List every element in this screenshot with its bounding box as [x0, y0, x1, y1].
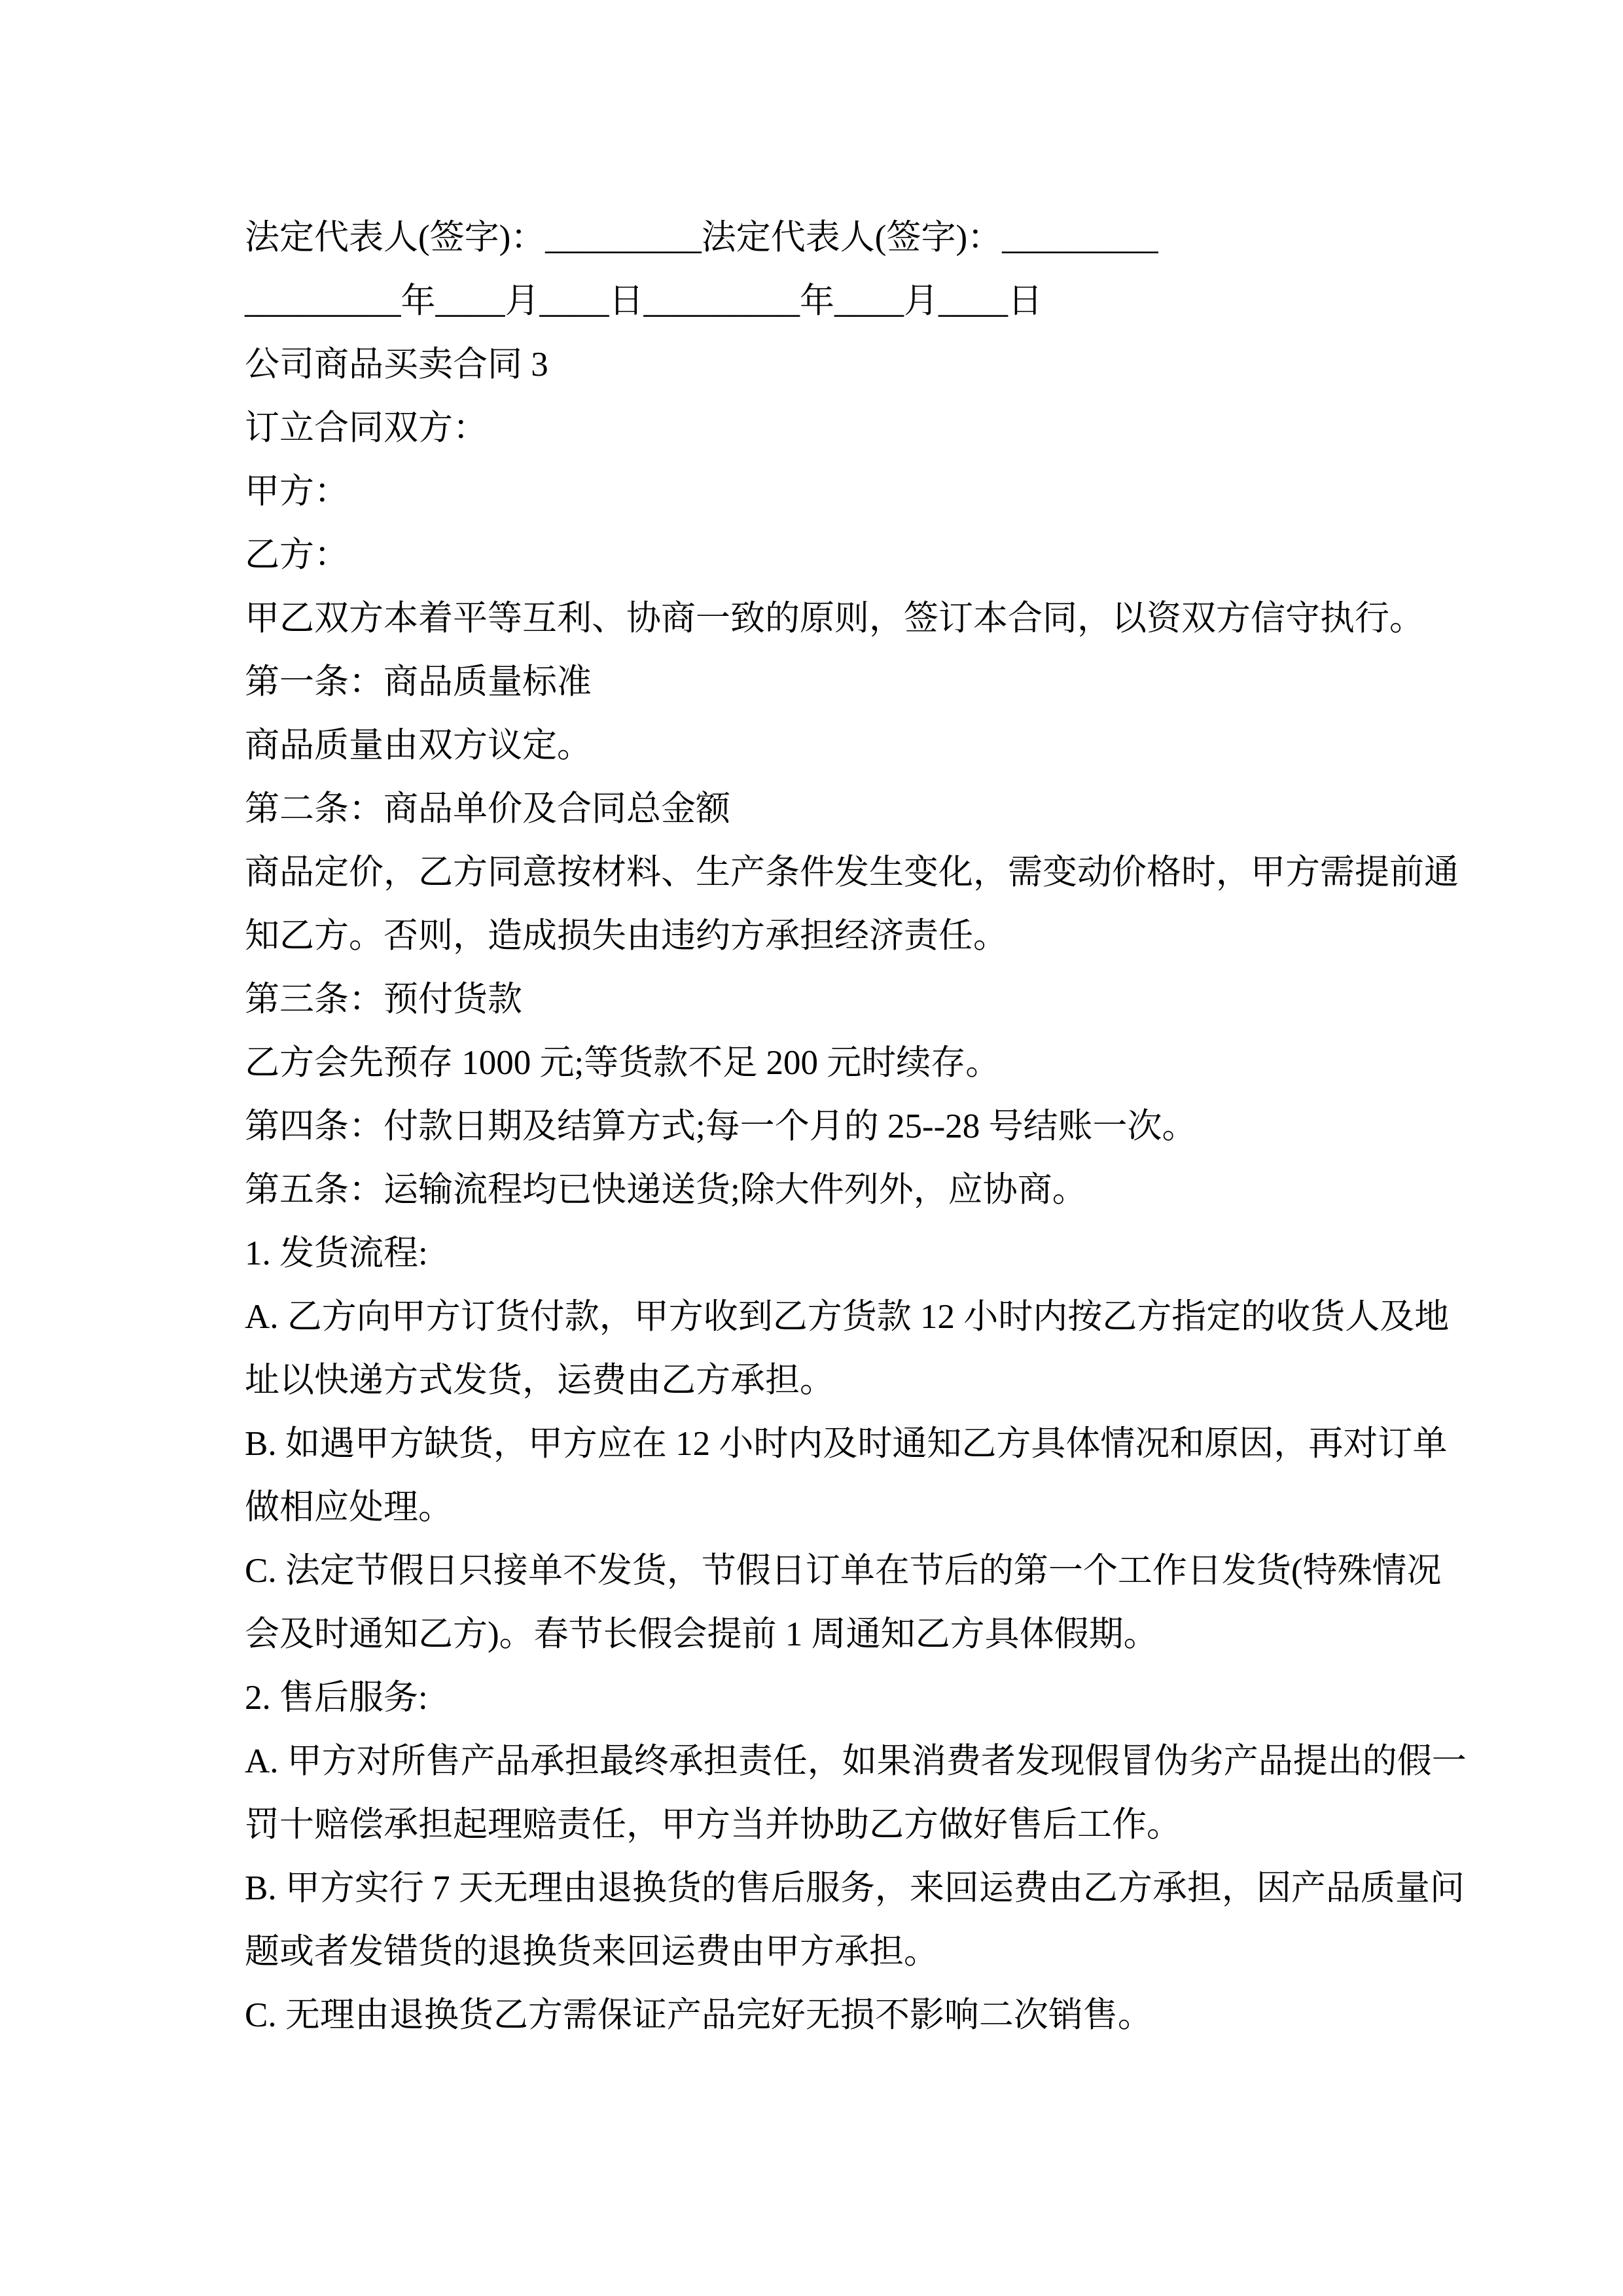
article-3-heading: 第三条：预付货款	[245, 980, 522, 1018]
shipping-item-a-line-2: 址以快递方式发货，运费由乙方承担。	[245, 1361, 834, 1399]
article-3-body: 乙方会先预存 1000 元;等货款不足 200 元时续存。	[245, 1044, 1001, 1082]
shipping-process-heading: 1. 发货流程:	[245, 1234, 428, 1272]
document-body	[245, 206, 1541, 2047]
after-sales-item-a-line-1: A. 甲方对所售产品承担最终承担责任，如果消费者发现假冒伪劣产品提出的假一	[245, 1742, 1467, 1780]
after-sales-item-b-line-1: B. 甲方实行 7 天无理由退换货的售后服务，来回运费由乙方承担，因产品质量问	[245, 1869, 1465, 1907]
article-1-heading: 第一条：商品质量标准	[245, 663, 592, 701]
article-2-body-line-1: 商品定价，乙方同意按材料、生产条件发生变化，需变动价格时，甲方需提前通	[245, 853, 1459, 891]
shipping-item-c-line-2: 会及时通知乙方)。春节长假会提前 1 周通知乙方具体假期。	[245, 1615, 1158, 1653]
party-a-line: 甲方：	[245, 473, 349, 511]
article-5-line: 第五条：运输流程均已快递送货;除大件列外，应协商。	[245, 1171, 1087, 1209]
legal-representative-signature-line: 法定代表人(签字)：_________法定代表人(签字)：_________	[245, 219, 1158, 257]
shipping-item-b-line-2: 做相应处理。	[245, 1488, 453, 1526]
party-b-line: 乙方：	[245, 536, 349, 574]
date-blank-line: _________年____月____日_________年____月____日	[245, 282, 1043, 320]
article-2-body-line-2: 知乙方。否则，造成损失由违约方承担经济责任。	[245, 917, 1008, 955]
parties-heading: 订立合同双方：	[245, 409, 488, 447]
after-sales-item-a-line-2: 罚十赔偿承担起理赔责任，甲方当并协助乙方做好售后工作。	[245, 1806, 1181, 1844]
preamble: 甲乙双方本着平等互利、协商一致的原则，签订本合同，以资双方信守执行。	[245, 600, 1424, 637]
after-sales-item-b-line-2: 题或者发错货的退换货来回运费由甲方承担。	[245, 1933, 938, 1971]
article-4-line: 第四条：付款日期及结算方式;每一个月的 25--28 号结账一次。	[245, 1107, 1197, 1145]
shipping-item-c-line-1: C. 法定节假日只接单不发货，节假日订单在节后的第一个工作日发货(特殊情况	[245, 1552, 1442, 1590]
contract-title: 公司商品买卖合同 3	[245, 346, 548, 384]
article-1-body: 商品质量由双方议定。	[245, 726, 592, 764]
shipping-item-a-line-1: A. 乙方向甲方订货付款，甲方收到乙方货款 12 小时内按乙方指定的收货人及地	[245, 1298, 1450, 1336]
after-sales-heading: 2. 售后服务:	[245, 1679, 428, 1717]
article-2-heading: 第二条：商品单价及合同总金额	[245, 790, 730, 828]
shipping-item-b-line-1: B. 如遇甲方缺货，甲方应在 12 小时内及时通知乙方具体情况和原因，再对订单	[245, 1425, 1448, 1463]
after-sales-item-c-line: C. 无理由退换货乙方需保证产品完好无损不影响二次销售。	[245, 1996, 1152, 2034]
